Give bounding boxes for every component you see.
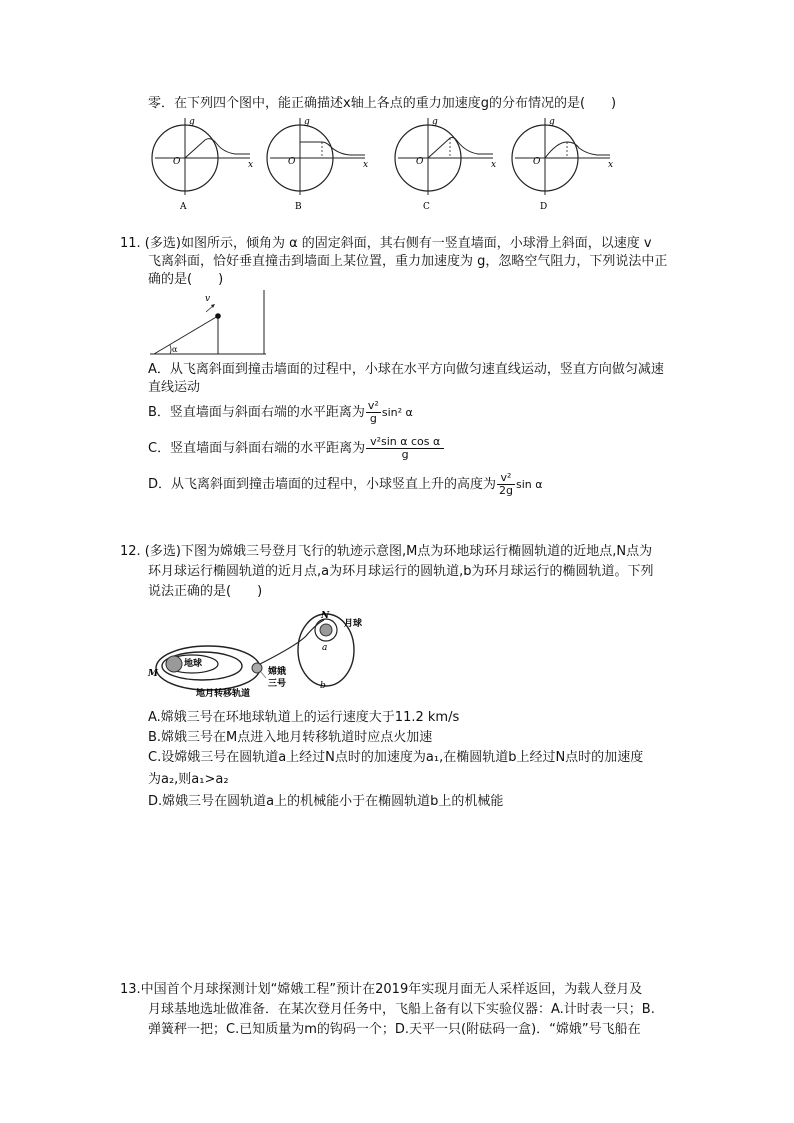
svg-text:x: x [608,160,614,170]
q11-option-a-line2: 直线运动 [148,380,201,395]
transfer-orbit-label: 地月转移轨道 [196,689,251,699]
svg-text:g: g [549,117,555,127]
q13-line2: 月球基地选址做准备．在某次登月任务中，飞船上备有以下实验仪器：A.计时表一只；B. [148,1002,655,1017]
svg-text:O: O [288,157,296,167]
origin-o: O [173,157,181,167]
axis-x: x [248,160,254,170]
svg-text:g: g [304,117,310,127]
label-b: B [295,202,302,212]
q12-option-d: D.嫦娥三号在圆轨道a上的机械能小于在椭圆轨道b上的机械能 [148,794,504,809]
q12-option-a: A.嫦娥三号在环地球轨道上的运行速度大于11.2 km/s [148,710,460,725]
q10-text: 零．在下列四个图中，能正确描述x轴上各点的重力加速度g的分布情况的是( ) [148,96,617,111]
orbit-b-label: b [320,681,326,691]
label-a: A [180,202,187,212]
q11-option-c: C．竖直墙面与斜面右端的水平距离为 $\frac{\text{v²sin α cos α}}{g}$ [148,436,445,462]
angle-label: α [172,345,178,354]
earth-label: 地球 [184,659,203,669]
q12-line2: 环月球运行椭圆轨道的近月点,a为环月球运行的圆轨道,b为环月球运行的椭圆轨道。下列 [148,564,654,579]
moon-label: 月球 [344,619,363,629]
q11-incline-figure [148,288,268,356]
q11-option-d: D．从飞离斜面到撞击墙面的过程中，小球竖直上升的高度为 $\frac{\text{v²}}{2g}$ sin α [148,471,543,497]
q11-option-a-line1: A．从飞离斜面到撞击墙面的过程中，小球在水平方向做匀速直线运动，竖直方向做匀减速 [148,362,664,377]
label-c: C [423,202,430,212]
label-d: D [540,202,548,212]
axis-g: g [189,117,195,127]
q11-line3: 确的是( ) [148,272,224,287]
q12-line3: 说法正确的是( ) [148,584,263,599]
svg-text:x: x [363,160,369,170]
point-m-label: M [148,669,158,679]
svg-text:x: x [491,160,497,170]
spacecraft-label-2: 三号 [268,679,287,689]
q12-option-b: B.嫦娥三号在M点进入地月转移轨道时应点火加速 [148,730,433,745]
graph-c [395,117,496,212]
orbit-a-label: a [322,643,328,653]
svg-text:O: O [533,157,541,167]
q12-orbit-figure [146,606,376,702]
graph-a [152,117,253,212]
graph-b [267,117,368,212]
svg-text:g: g [432,117,438,127]
point-n-label: N [321,611,330,621]
q11-option-b: B．竖直墙面与斜面右端的水平距离为 $\frac{\text{v²}}{g}$ sin² α [148,399,413,425]
velocity-label: v [205,294,211,304]
graph-d [512,117,613,212]
svg-text:O: O [416,157,424,167]
q11-line1: 11. (多选)如图所示，倾角为 α 的固定斜面，其右侧有一竖直墙面，小球滑上斜面，以速度 v [120,236,652,251]
spacecraft-label-1: 嫦娥 [268,667,287,677]
q12-line1: 12. (多选)下图为嫦娥三号登月飞行的轨迹示意图,M点为环地球运行椭圆轨道的近地点,N点为 [120,544,653,559]
q13-line3: 弹簧秤一把；C.已知质量为m的钩码一个；D.天平一只(附砝码一盒)．“嫦娥”号飞船在 [148,1022,641,1037]
q12-option-c-line2: 为a₂,则a₁>a₂ [148,772,229,787]
q13-line1: 13.中国首个月球探测计划“嫦娥工程”预计在2019年实现月面无人采样返回，为载人登月及 [120,982,643,997]
q12-option-c-line1: C.设嫦娥三号在圆轨道a上经过N点时的加速度为a₁,在椭圆轨道b上经过N点时的加速度 [148,750,644,765]
q10-option-graphs [145,112,645,212]
q11-line2: 飞离斜面，恰好垂直撞击到墙面上某位置，重力加速度为 g，忽略空气阻力，下列说法中正 [148,254,668,269]
